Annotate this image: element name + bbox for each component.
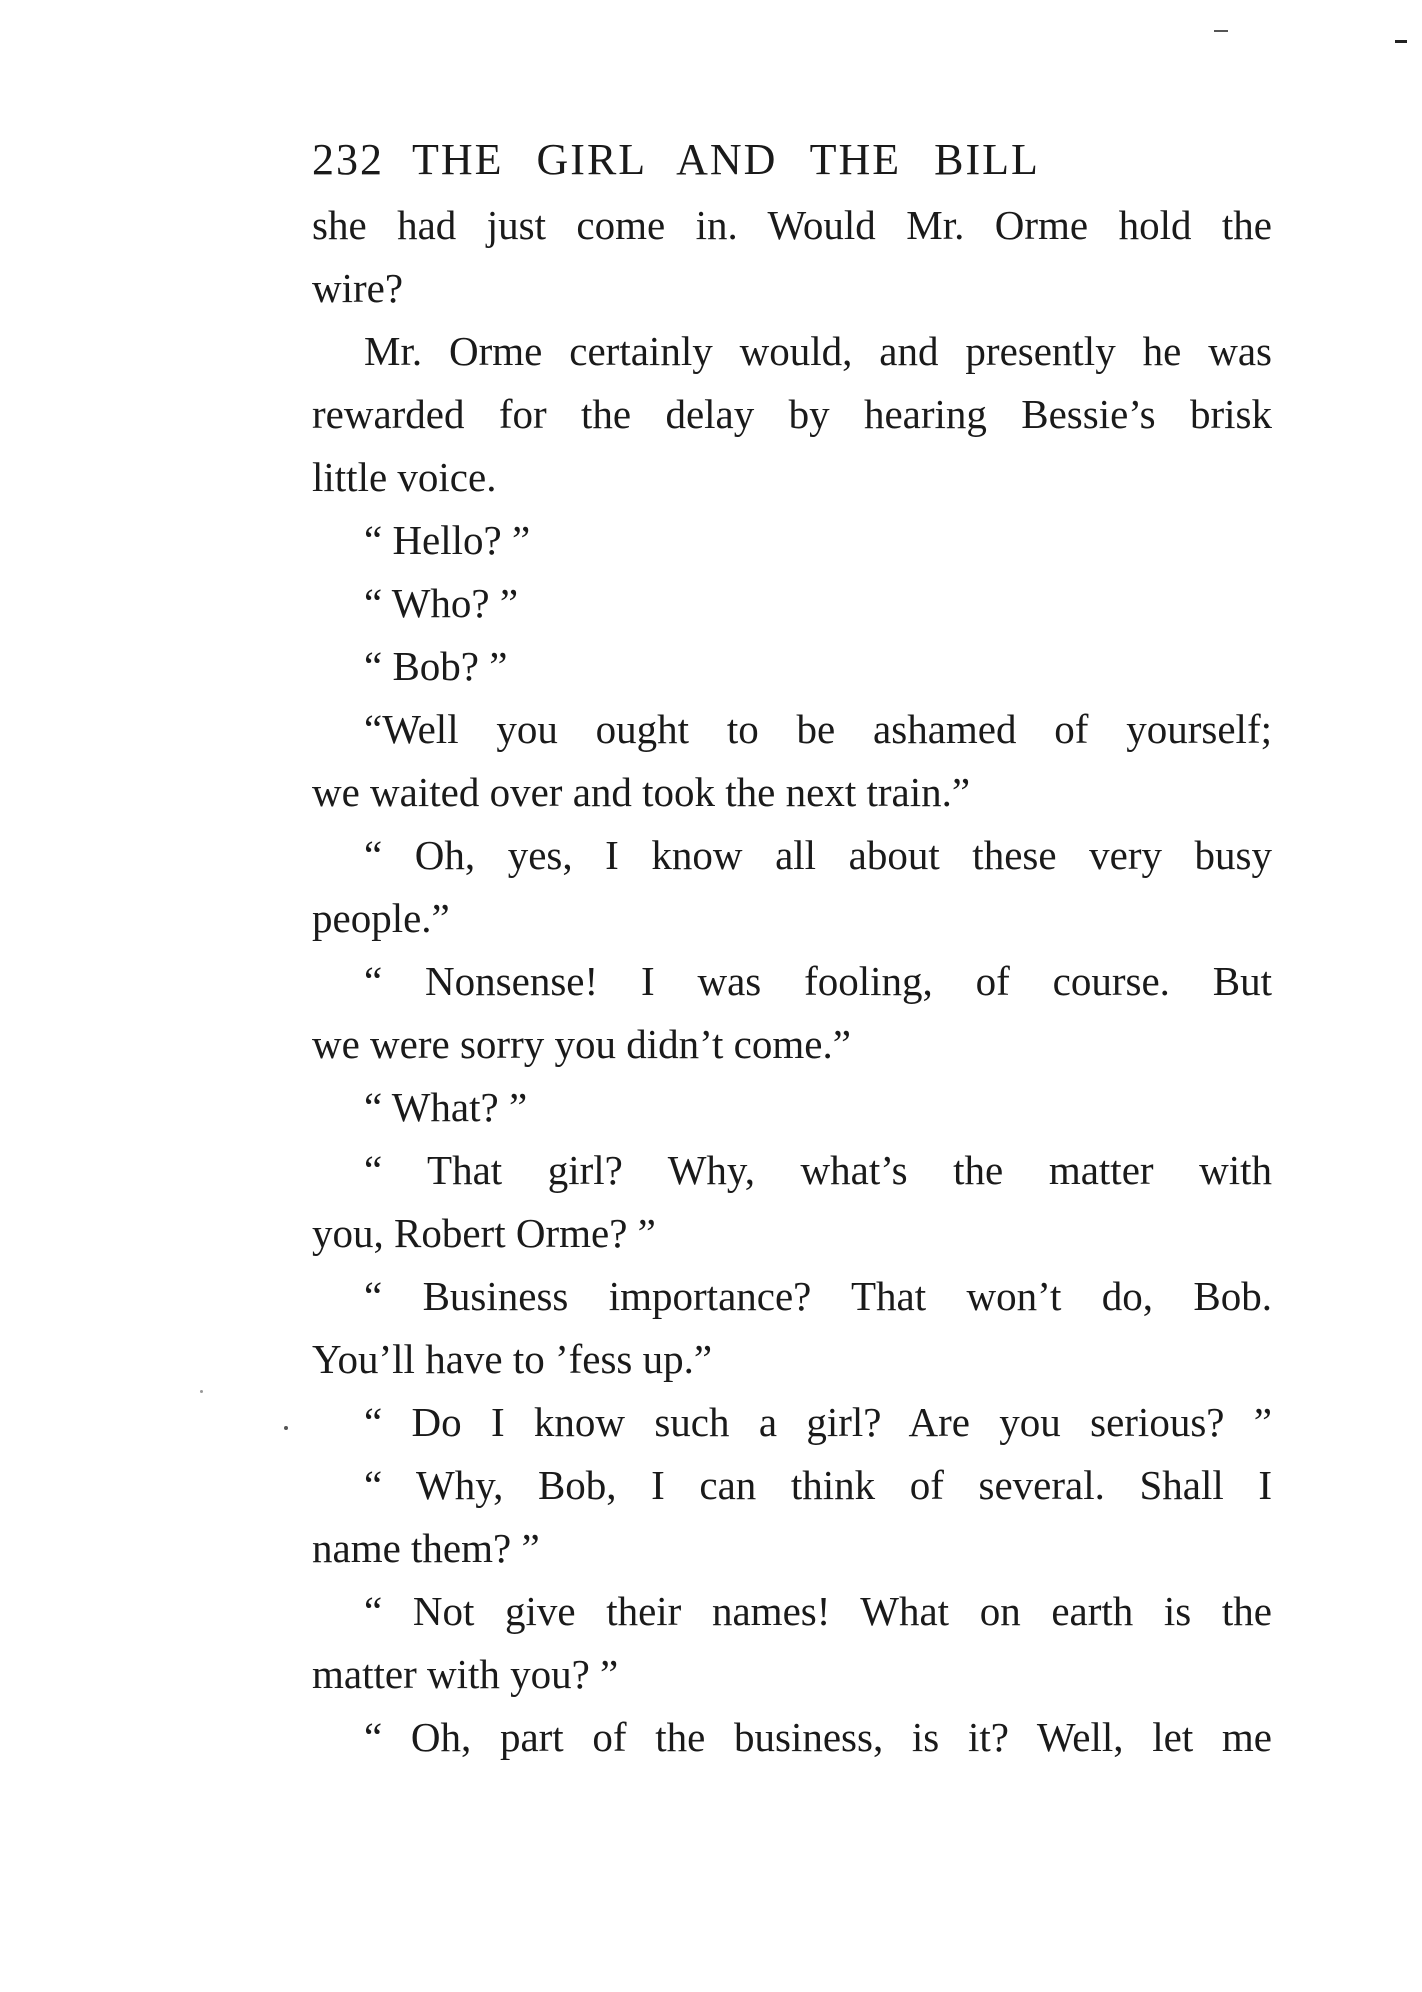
text-line: “ Not give their names! What on earth is the — [364, 1588, 1272, 1634]
scan-speck — [1214, 30, 1228, 32]
scan-speck — [1395, 40, 1407, 43]
text-line: name them? ” — [312, 1525, 540, 1571]
text-line: “ Why, Bob, I can think of several. Shall I — [364, 1462, 1272, 1508]
text-line: rewarded for the delay by hearing Bessie’s brisk — [312, 391, 1272, 437]
text-line: “ That girl? Why, what’s the matter with — [364, 1147, 1272, 1193]
scan-speck — [200, 1390, 203, 1393]
text-line: she had just come in. Would Mr. Orme hold the — [312, 202, 1272, 248]
text-line: “ What? ” — [364, 1084, 528, 1130]
text-line: people.” — [312, 895, 450, 941]
scan-speck — [284, 1426, 288, 1430]
text-line: you, Robert Orme? ” — [312, 1210, 656, 1256]
text-line: Mr. Orme certainly would, and presently he was — [364, 328, 1272, 374]
text-line: You’ll have to ’fess up.” — [312, 1336, 713, 1382]
running-head — [312, 130, 1272, 190]
text-line: “ Nonsense! I was fooling, of course. But — [364, 958, 1272, 1004]
text-line: “ Bob? ” — [364, 643, 508, 689]
text-line: wire? — [312, 265, 404, 311]
text-line: “ Oh, part of the business, is it? Well, let me — [364, 1714, 1272, 1760]
book-title: THE GIRL AND THE BILL — [412, 135, 1040, 184]
text-line: we were sorry you didn’t come.” — [312, 1021, 851, 1067]
text-line: “ Do I know such a girl? Are you serious? ” — [364, 1399, 1272, 1445]
text-line: we waited over and took the next train.” — [312, 769, 971, 815]
text-line: little voice. — [312, 454, 497, 500]
text-line: “ Who? ” — [364, 580, 519, 626]
page-number: 232 — [312, 135, 384, 184]
text-line: “ Hello? ” — [364, 517, 531, 563]
text-line: matter with you? ” — [312, 1651, 619, 1697]
text-line: “Well you ought to be ashamed of yourself; — [364, 706, 1272, 752]
text-line: “ Business importance? That won’t do, Bob. — [364, 1273, 1272, 1319]
text-line: “ Oh, yes, I know all about these very busy — [364, 832, 1272, 878]
